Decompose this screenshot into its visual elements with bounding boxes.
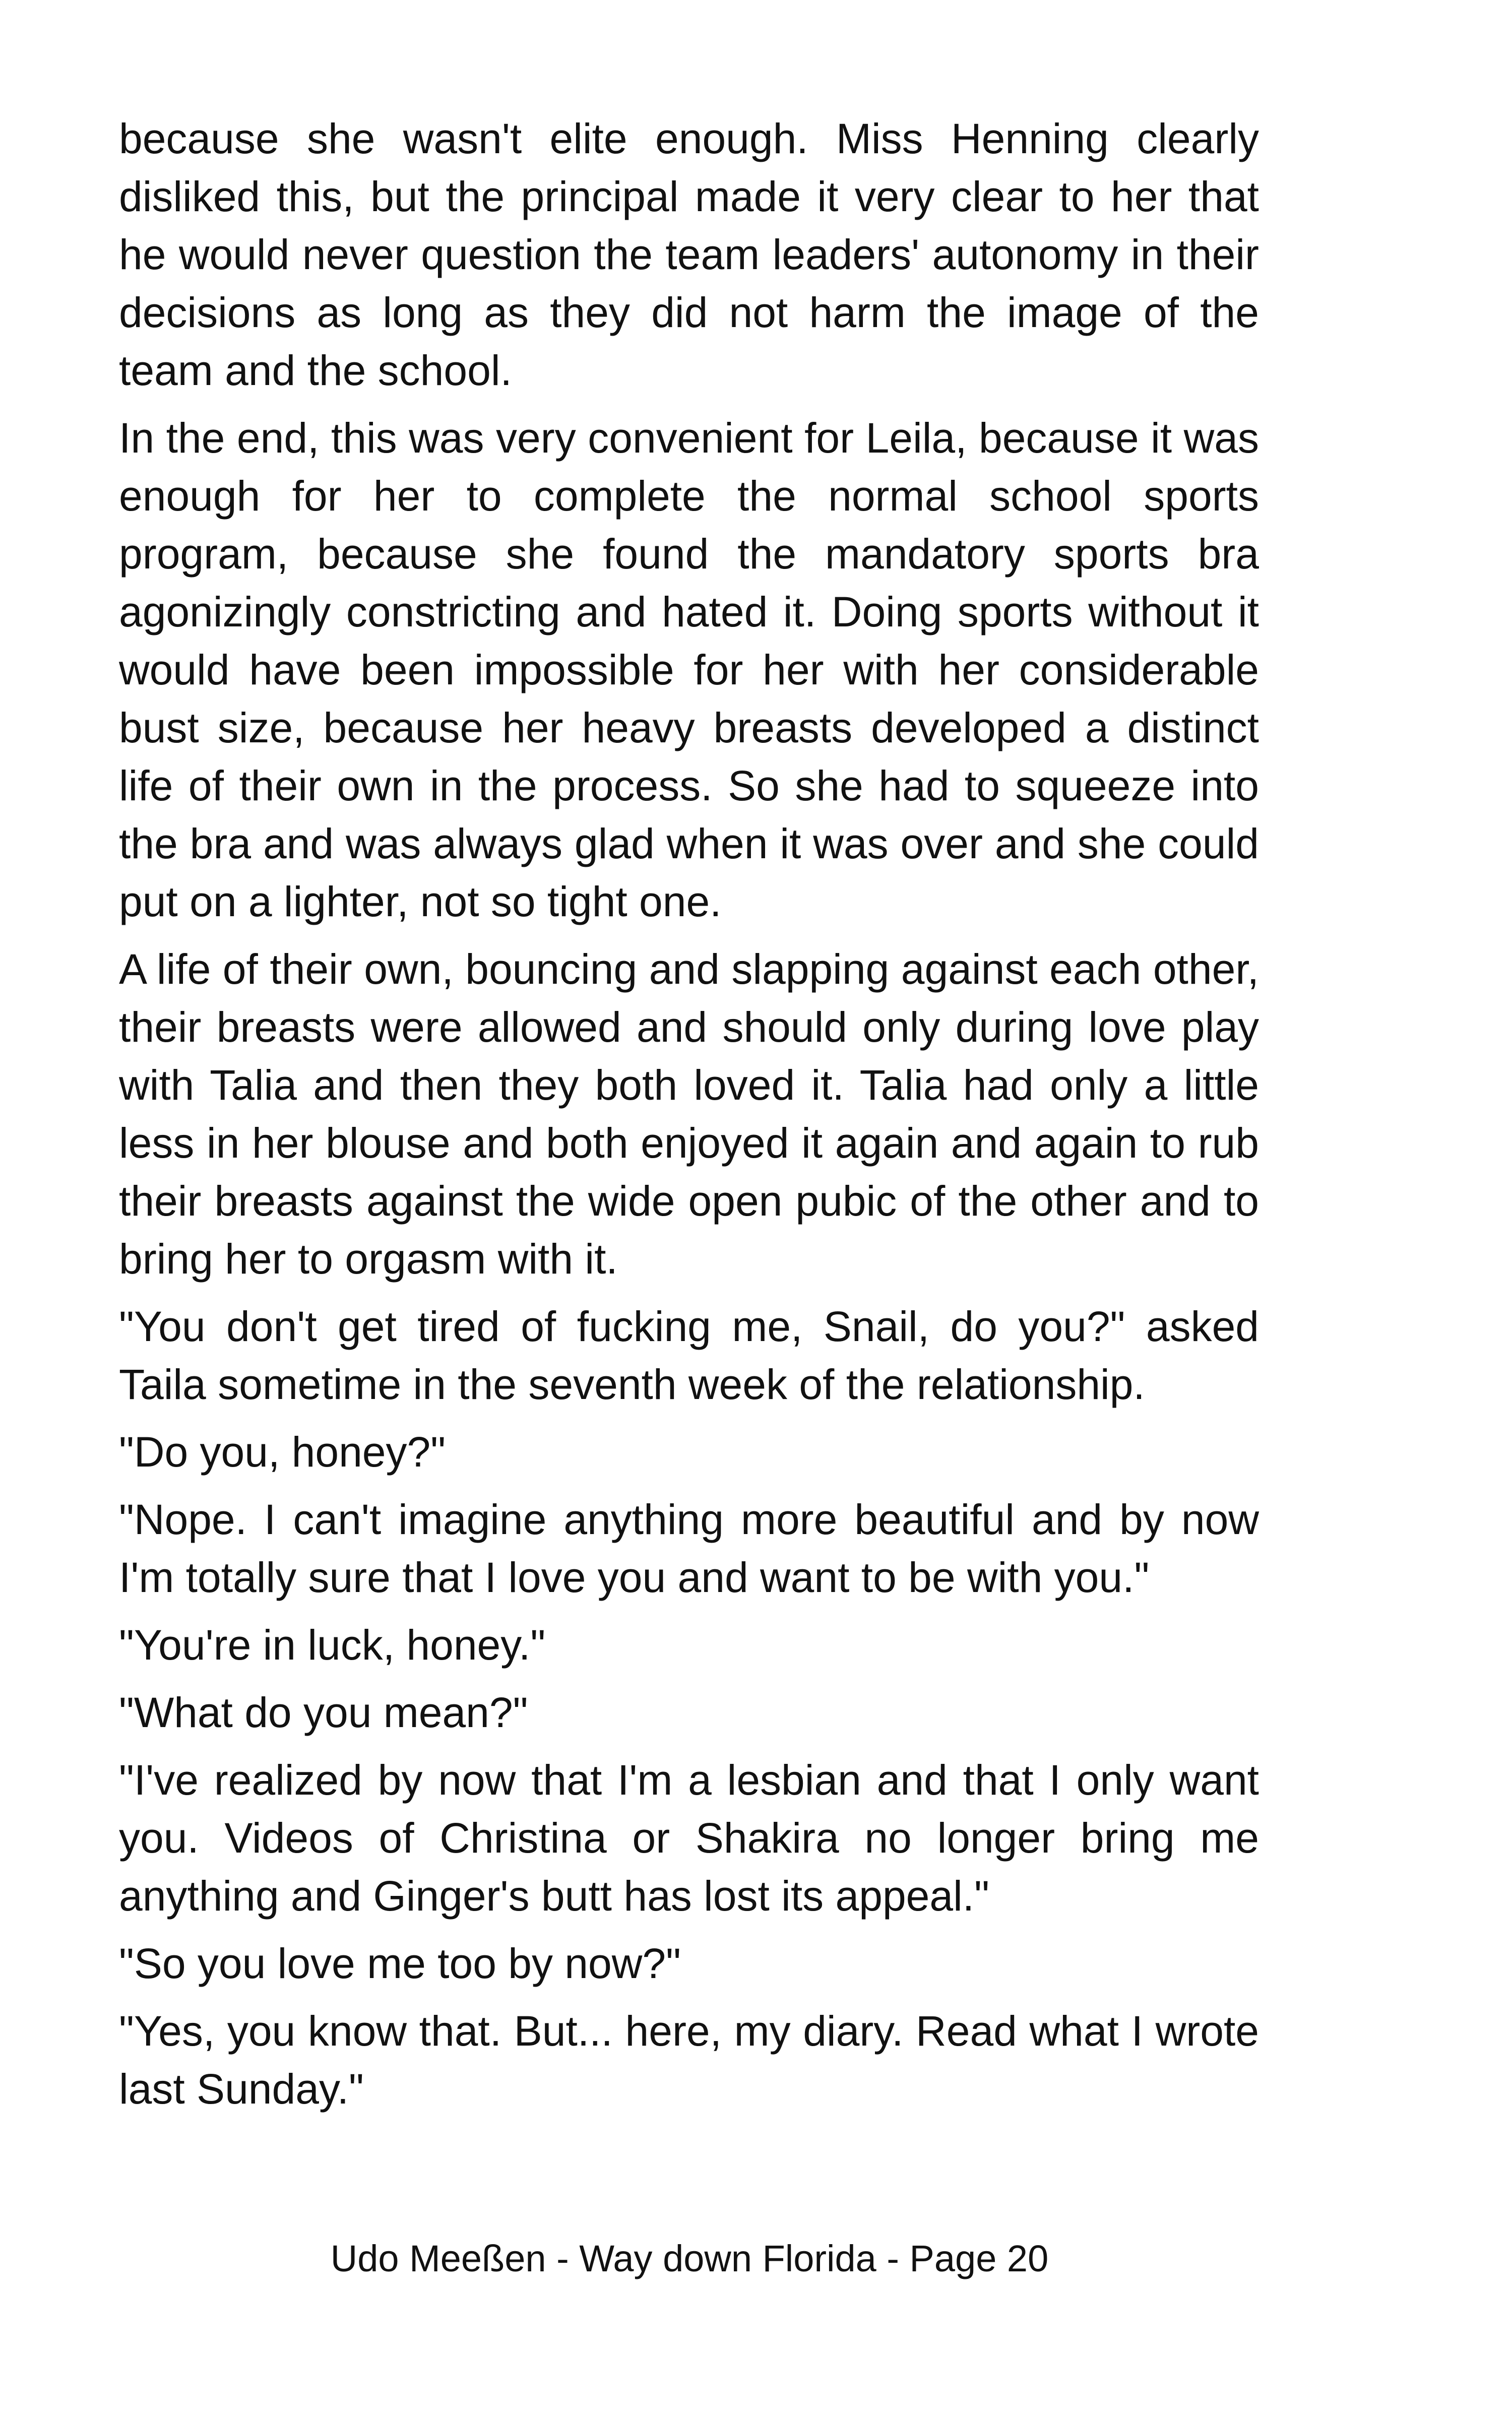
page-body-text [119, 110, 1259, 2128]
paragraph-3: A life of their own, bouncing and slapping against each other, their breasts were allowed and should only during love play with Talia and then they both loved it. Talia had only a little less in her blouse and both enjoyed it again and again to rub their breasts against the wide open pubic of the other and to bring her to orgasm with it. [119, 945, 1259, 1283]
paragraph-4: "You don't get tired of fucking me, Snail, do you?" asked Taila sometime in the seventh week of the relationship. [119, 1303, 1259, 1408]
paragraph-7: "You're in luck, honey." [119, 1621, 546, 1669]
paragraph-11: "Yes, you know that. But... here, my diary. Read what I wrote last Sunday." [119, 2007, 1259, 2113]
paragraph-9: "I've realized by now that I'm a lesbian and that I only want you. Videos of Christina or Shakira no longer bring me anything and Ginger's butt has lost its appeal." [119, 1756, 1259, 1920]
paragraph-10: "So you love me too by now?" [119, 1940, 681, 1987]
paragraph-5: "Do you, honey?" [119, 1428, 446, 1476]
paragraph-2: In the end, this was very convenient for Leila, because it was enough for her to complete the normal school sports program, because she found the mandatory sports bra agonizingly constricting and hated it. Doing sports without it would have been impossible for her with her considerable bust size, because her heavy breasts developed a distinct life of their own in the process. So she had to squeeze into the bra and was always glad when it was over and she could put on a lighter, not so tight one. [119, 414, 1259, 925]
paragraph-8: "What do you mean?" [119, 1689, 528, 1736]
page-footer: Udo Meeßen - Way down Florida - Page 20 [330, 2238, 1049, 2279]
paragraph-6: "Nope. I can't imagine anything more beautiful and by now I'm totally sure that I love you and want to be with you." [119, 1496, 1259, 1601]
paragraph-1: because she wasn't elite enough. Miss Henning clearly disliked this, but the principal made it very clear to her that he would never question the team leaders' autonomy in their decisions as long as they did not harm the image of the team and the school. [119, 115, 1259, 394]
